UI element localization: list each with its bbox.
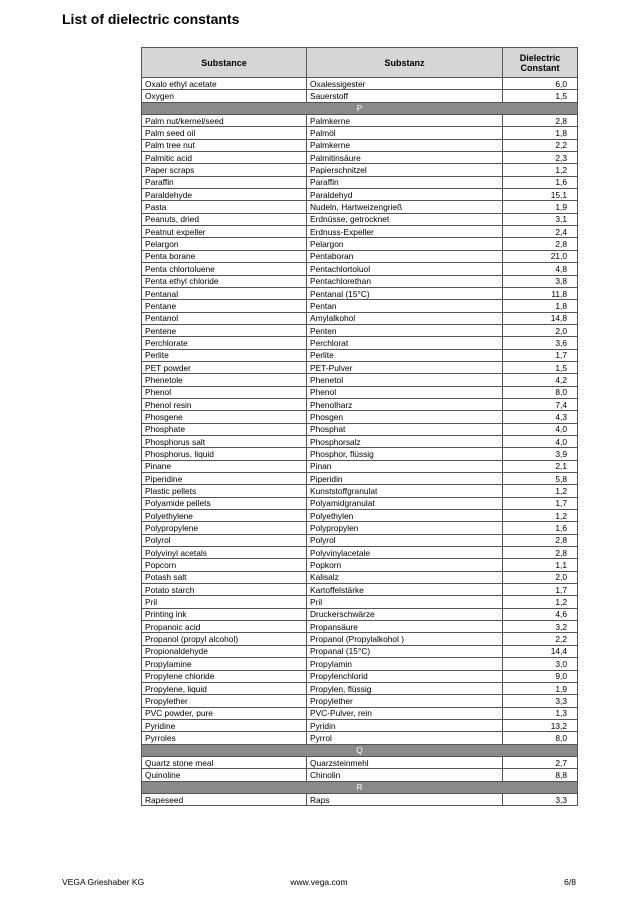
table-row xyxy=(142,164,578,176)
table-row xyxy=(142,522,578,534)
substance-cell: Propionaldehyde xyxy=(142,645,307,657)
constant-cell: 1,6 xyxy=(503,176,578,188)
substance-cell: Peanuts, dried xyxy=(142,213,307,225)
substance-cell: Penta ethyl chloride xyxy=(142,275,307,287)
table-row xyxy=(142,756,578,768)
table-row xyxy=(142,238,578,250)
substanz-cell: Pentachlortoluol xyxy=(307,263,503,275)
section-header-row xyxy=(142,744,578,756)
substance-cell: Potato starch xyxy=(142,584,307,596)
header-substanz: Substanz xyxy=(307,48,503,78)
constant-cell: 3,2 xyxy=(503,621,578,633)
substanz-cell: Erdnüsse, getrocknet xyxy=(307,213,503,225)
table-row xyxy=(142,707,578,719)
table-row xyxy=(142,226,578,238)
constant-cell: 1,7 xyxy=(503,584,578,596)
table-row xyxy=(142,139,578,151)
constant-cell: 1,2 xyxy=(503,510,578,522)
substance-cell: Palm seed oil xyxy=(142,127,307,139)
substance-cell: Propylether xyxy=(142,695,307,707)
constant-cell: 13,2 xyxy=(503,719,578,731)
constant-cell: 2,4 xyxy=(503,226,578,238)
constant-cell: 3,9 xyxy=(503,448,578,460)
substance-cell: Palm tree nut xyxy=(142,139,307,151)
constant-cell: 14,8 xyxy=(503,312,578,324)
constant-cell: 6,0 xyxy=(503,78,578,90)
table-row xyxy=(142,608,578,620)
constant-cell: 2,2 xyxy=(503,139,578,151)
substanz-cell: Polyethylen xyxy=(307,510,503,522)
substanz-cell: Pinan xyxy=(307,460,503,472)
substanz-cell: Propanol (Propylalkohol ) xyxy=(307,633,503,645)
table-row xyxy=(142,115,578,127)
constant-cell: 7,4 xyxy=(503,398,578,410)
substance-cell: Pentene xyxy=(142,324,307,336)
constant-cell: 2,8 xyxy=(503,547,578,559)
table-row xyxy=(142,769,578,781)
section-header-row xyxy=(142,781,578,793)
constant-cell: 1,1 xyxy=(503,559,578,571)
substanz-cell: Palmkerne xyxy=(307,139,503,151)
constant-cell: 4,0 xyxy=(503,423,578,435)
substanz-cell: Propylen, flüssig xyxy=(307,682,503,694)
table-row xyxy=(142,793,578,805)
substanz-cell: Phosphor, flüssig xyxy=(307,448,503,460)
constant-cell: 1,2 xyxy=(503,596,578,608)
table-row xyxy=(142,571,578,583)
table-row xyxy=(142,460,578,472)
substance-cell: Phosphorus salt xyxy=(142,435,307,447)
constant-cell: 3,3 xyxy=(503,695,578,707)
substanz-cell: Perchlorat xyxy=(307,337,503,349)
table-row xyxy=(142,670,578,682)
substance-cell: Polyvinyl acetals xyxy=(142,547,307,559)
substance-cell: Pentane xyxy=(142,300,307,312)
substance-cell: Pinane xyxy=(142,460,307,472)
substanz-cell: Amylalkohol xyxy=(307,312,503,324)
table-row xyxy=(142,337,578,349)
constant-cell: 2,0 xyxy=(503,571,578,583)
substance-cell: Perlite xyxy=(142,349,307,361)
substance-cell: Palmitic acid xyxy=(142,152,307,164)
substance-cell: Palm nut/kernel/seed xyxy=(142,115,307,127)
constant-cell: 1,6 xyxy=(503,522,578,534)
substance-cell: Pentanol xyxy=(142,312,307,324)
substanz-cell: Paraldehyd xyxy=(307,189,503,201)
table-row xyxy=(142,510,578,522)
substance-cell: Pasta xyxy=(142,201,307,213)
substance-cell: Propanol (propyl alcohol) xyxy=(142,633,307,645)
section-letter: R xyxy=(142,781,578,793)
substanz-cell: Papierschnitzel xyxy=(307,164,503,176)
table-row xyxy=(142,374,578,386)
substanz-cell: Propanal (15°C) xyxy=(307,645,503,657)
substanz-cell: Phosphat xyxy=(307,423,503,435)
constant-cell: 1,5 xyxy=(503,361,578,373)
table-row xyxy=(142,559,578,571)
substance-cell: Pentanal xyxy=(142,287,307,299)
constant-cell: 1,8 xyxy=(503,300,578,312)
constant-cell: 1,7 xyxy=(503,349,578,361)
substanz-cell: Paraffin xyxy=(307,176,503,188)
table-row xyxy=(142,78,578,90)
table-row xyxy=(142,621,578,633)
substance-cell: Propylene, liquid xyxy=(142,682,307,694)
substance-cell: Rapeseed xyxy=(142,793,307,805)
page-title: List of dielectric constants xyxy=(62,11,240,27)
substance-cell: Piperidine xyxy=(142,473,307,485)
table-row xyxy=(142,534,578,546)
table-row xyxy=(142,250,578,262)
constant-cell: 3,3 xyxy=(503,793,578,805)
substanz-cell: Polyvinylacetale xyxy=(307,547,503,559)
substanz-cell: Pentanal (15°C) xyxy=(307,287,503,299)
substance-cell: Phenetole xyxy=(142,374,307,386)
table-row xyxy=(142,152,578,164)
substance-cell: Phenol resin xyxy=(142,398,307,410)
substance-cell: Propanoic acid xyxy=(142,621,307,633)
constant-cell: 1,7 xyxy=(503,497,578,509)
constant-cell: 15,1 xyxy=(503,189,578,201)
table-row xyxy=(142,411,578,423)
table-row xyxy=(142,361,578,373)
constant-cell: 2,0 xyxy=(503,324,578,336)
substance-cell: Pril xyxy=(142,596,307,608)
substance-cell: Pyridine xyxy=(142,719,307,731)
dielectric-table xyxy=(141,47,578,806)
substance-cell: Phosphorus, liquid xyxy=(142,448,307,460)
substanz-cell: Chinolin xyxy=(307,769,503,781)
substanz-cell: Propylether xyxy=(307,695,503,707)
constant-cell: 14,4 xyxy=(503,645,578,657)
constant-cell: 2,8 xyxy=(503,115,578,127)
table-row xyxy=(142,386,578,398)
substanz-cell: Penten xyxy=(307,324,503,336)
table-header-row xyxy=(142,48,578,78)
table-row xyxy=(142,349,578,361)
substanz-cell: PVC-Pulver, rein xyxy=(307,707,503,719)
substance-cell: Quinoline xyxy=(142,769,307,781)
table-row xyxy=(142,473,578,485)
substanz-cell: Piperidin xyxy=(307,473,503,485)
constant-cell: 1,3 xyxy=(503,707,578,719)
substance-cell: Peatnut expeller xyxy=(142,226,307,238)
substanz-cell: Palmitinsäure xyxy=(307,152,503,164)
table-row xyxy=(142,497,578,509)
table-row xyxy=(142,213,578,225)
substanz-cell: Perlite xyxy=(307,349,503,361)
substance-cell: Quartz stone meal xyxy=(142,756,307,768)
substance-cell: Paper scraps xyxy=(142,164,307,176)
substanz-cell: Nudeln, Hartweizengrieß xyxy=(307,201,503,213)
constant-cell: 9,0 xyxy=(503,670,578,682)
substance-cell: Penta chlortoluene xyxy=(142,263,307,275)
substanz-cell: Kartoffelstärke xyxy=(307,584,503,596)
substance-cell: Oxygen xyxy=(142,90,307,102)
substance-cell: Polyamide pellets xyxy=(142,497,307,509)
table-row xyxy=(142,176,578,188)
substanz-cell: Pelargon xyxy=(307,238,503,250)
footer-website: www.vega.com xyxy=(290,877,348,887)
header-substance: Substance xyxy=(142,48,307,78)
substanz-cell: Phenol xyxy=(307,386,503,398)
substance-cell: Propylene chloride xyxy=(142,670,307,682)
substanz-cell: Propylenchlorid xyxy=(307,670,503,682)
substanz-cell: Pentaboran xyxy=(307,250,503,262)
constant-cell: 1,9 xyxy=(503,682,578,694)
substance-cell: Paraffin xyxy=(142,176,307,188)
substanz-cell: Oxalessigester xyxy=(307,78,503,90)
substanz-cell: Pyrrol xyxy=(307,732,503,744)
substance-cell: PET powder xyxy=(142,361,307,373)
table-row xyxy=(142,658,578,670)
constant-cell: 8,8 xyxy=(503,769,578,781)
table-row xyxy=(142,127,578,139)
constant-cell: 8,0 xyxy=(503,732,578,744)
footer-page-number: 6/8 xyxy=(564,877,576,887)
constant-cell: 4,8 xyxy=(503,263,578,275)
table-row xyxy=(142,90,578,102)
table-row xyxy=(142,423,578,435)
substance-cell: Potash salt xyxy=(142,571,307,583)
substance-cell: Pelargon xyxy=(142,238,307,250)
substanz-cell: Raps xyxy=(307,793,503,805)
constant-cell: 5,8 xyxy=(503,473,578,485)
substance-cell: PVC powder, pure xyxy=(142,707,307,719)
substanz-cell: PET-Pulver xyxy=(307,361,503,373)
substanz-cell: Pril xyxy=(307,596,503,608)
table-row xyxy=(142,596,578,608)
constant-cell: 2,2 xyxy=(503,633,578,645)
constant-cell: 8,0 xyxy=(503,386,578,398)
substanz-cell: Phosgen xyxy=(307,411,503,423)
section-letter: Q xyxy=(142,744,578,756)
substanz-cell: Phosphorsalz xyxy=(307,435,503,447)
constant-cell: 4,2 xyxy=(503,374,578,386)
substance-cell: Printing ink xyxy=(142,608,307,620)
substance-cell: Polypropylene xyxy=(142,522,307,534)
substanz-cell: Palmkerne xyxy=(307,115,503,127)
table-row xyxy=(142,300,578,312)
constant-cell: 11,8 xyxy=(503,287,578,299)
substanz-cell: Sauerstoff xyxy=(307,90,503,102)
substanz-cell: Erdnuss-Expeller xyxy=(307,226,503,238)
table-row xyxy=(142,189,578,201)
substance-cell: Polyethylene xyxy=(142,510,307,522)
substanz-cell: Pentan xyxy=(307,300,503,312)
constant-cell: 2,8 xyxy=(503,238,578,250)
constant-cell: 21,0 xyxy=(503,250,578,262)
substance-cell: Popcorn xyxy=(142,559,307,571)
constant-cell: 2,8 xyxy=(503,534,578,546)
constant-cell: 4,6 xyxy=(503,608,578,620)
table-row xyxy=(142,263,578,275)
constant-cell: 2,1 xyxy=(503,460,578,472)
table-row xyxy=(142,312,578,324)
table-row xyxy=(142,448,578,460)
substance-cell: Penta borane xyxy=(142,250,307,262)
substance-cell: Oxalo ethyl acetate xyxy=(142,78,307,90)
substanz-cell: Kalisalz xyxy=(307,571,503,583)
table-row xyxy=(142,275,578,287)
substance-cell: Phosgene xyxy=(142,411,307,423)
footer-company: VEGA Grieshaber KG xyxy=(62,877,145,887)
substanz-cell: Phenetol xyxy=(307,374,503,386)
substanz-cell: Propylamin xyxy=(307,658,503,670)
table-row xyxy=(142,719,578,731)
table-row xyxy=(142,633,578,645)
header-dielectric-constant: Dielectric Constant xyxy=(503,48,578,78)
constant-cell: 3,6 xyxy=(503,337,578,349)
table-row xyxy=(142,485,578,497)
constant-cell: 4,0 xyxy=(503,435,578,447)
substanz-cell: Propansäure xyxy=(307,621,503,633)
table-row xyxy=(142,682,578,694)
substance-cell: Phosphate xyxy=(142,423,307,435)
constant-cell: 1,2 xyxy=(503,485,578,497)
substanz-cell: Druckerschwärze xyxy=(307,608,503,620)
substance-cell: Paraldehyde xyxy=(142,189,307,201)
substanz-cell: Quarzsteinmehl xyxy=(307,756,503,768)
constant-cell: 1,8 xyxy=(503,127,578,139)
constant-cell: 4,3 xyxy=(503,411,578,423)
table-row xyxy=(142,201,578,213)
substanz-cell: Polyamidgranulat xyxy=(307,497,503,509)
constant-cell: 1,9 xyxy=(503,201,578,213)
table-row xyxy=(142,324,578,336)
constant-cell: 3,0 xyxy=(503,658,578,670)
table-row xyxy=(142,287,578,299)
table-row xyxy=(142,435,578,447)
table-body xyxy=(142,78,578,806)
substance-cell: Plastic pellets xyxy=(142,485,307,497)
substance-cell: Pyrroles xyxy=(142,732,307,744)
substance-cell: Propylamine xyxy=(142,658,307,670)
table-row xyxy=(142,695,578,707)
substance-cell: Phenol xyxy=(142,386,307,398)
substanz-cell: Pentachlorethan xyxy=(307,275,503,287)
substanz-cell: Pyridin xyxy=(307,719,503,731)
table-row xyxy=(142,398,578,410)
constant-cell: 1,5 xyxy=(503,90,578,102)
substance-cell: Polyrol xyxy=(142,534,307,546)
constant-cell: 3,8 xyxy=(503,275,578,287)
table-row xyxy=(142,645,578,657)
constant-cell: 2,3 xyxy=(503,152,578,164)
substanz-cell: Kunststoffgranulat xyxy=(307,485,503,497)
substanz-cell: Palmöl xyxy=(307,127,503,139)
table-row xyxy=(142,547,578,559)
section-header-row xyxy=(142,102,578,114)
substance-cell: Perchlorate xyxy=(142,337,307,349)
table-row xyxy=(142,732,578,744)
substanz-cell: Polyrol xyxy=(307,534,503,546)
constant-cell: 2,7 xyxy=(503,756,578,768)
substanz-cell: Popkorn xyxy=(307,559,503,571)
substanz-cell: Phenolharz xyxy=(307,398,503,410)
substanz-cell: Polypropylen xyxy=(307,522,503,534)
constant-cell: 3,1 xyxy=(503,213,578,225)
section-letter: P xyxy=(142,102,578,114)
constant-cell: 1,2 xyxy=(503,164,578,176)
table-row xyxy=(142,584,578,596)
